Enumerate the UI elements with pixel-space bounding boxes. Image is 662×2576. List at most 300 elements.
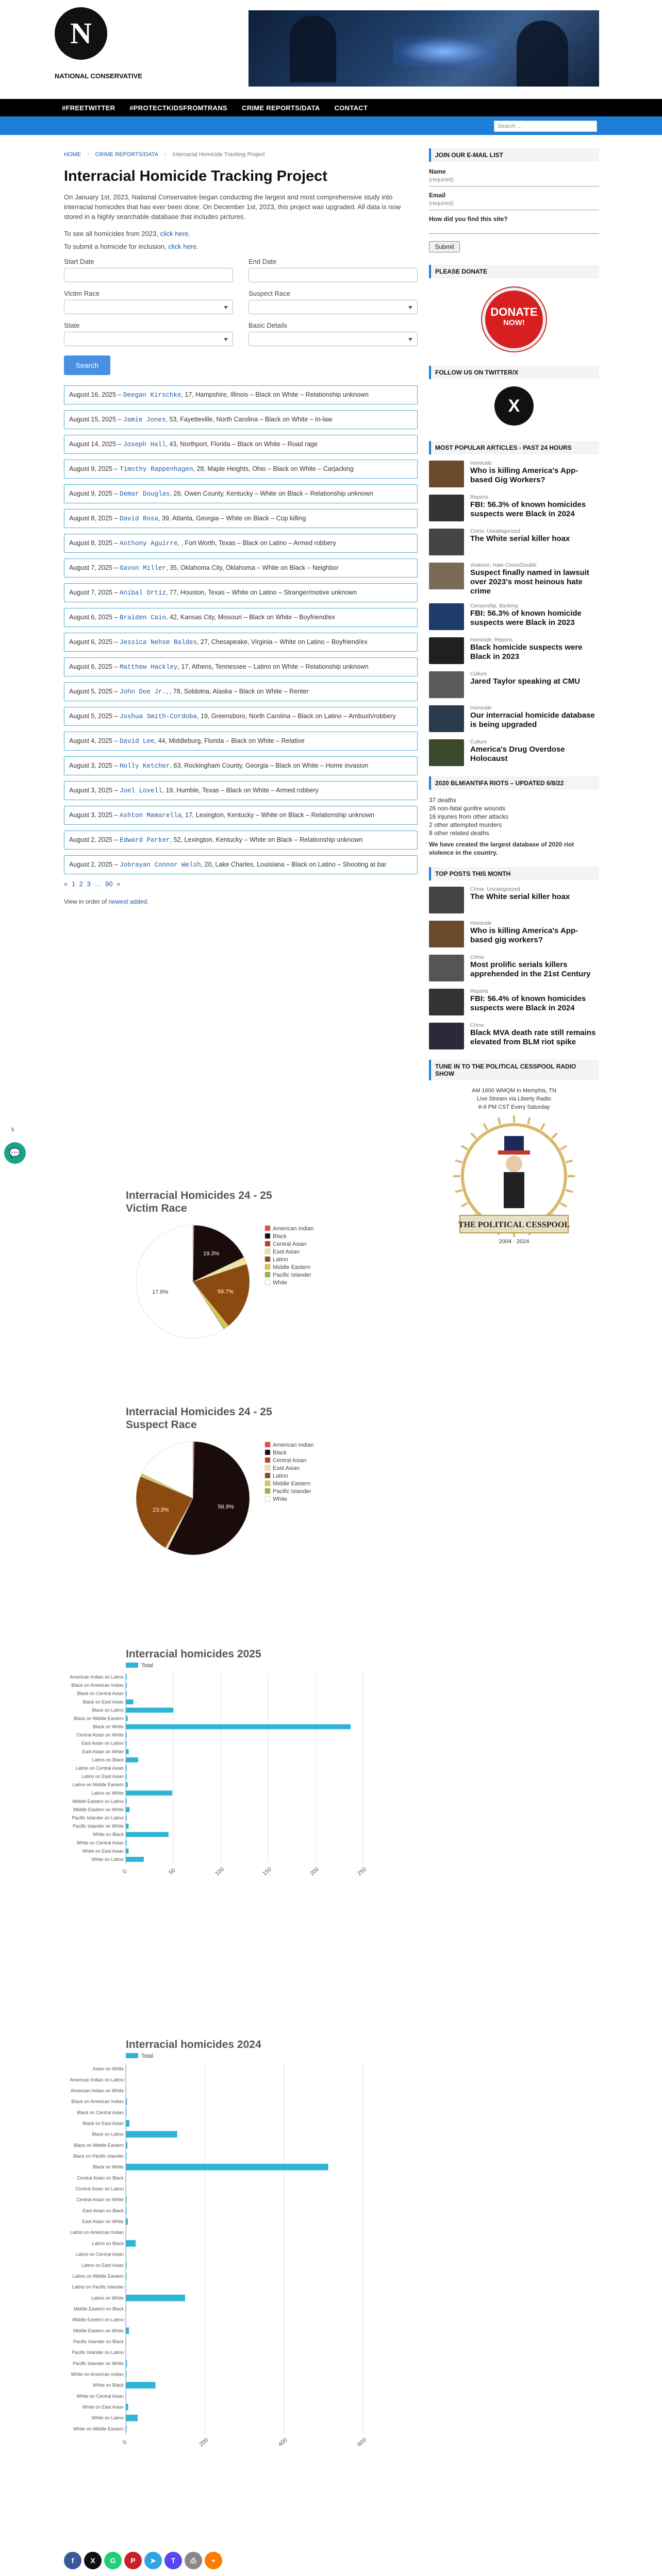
result-victim-link[interactable]: Jessica Nehse Baldes xyxy=(120,639,197,646)
article-category[interactable]: Reports xyxy=(470,989,489,994)
article-title[interactable]: Most prolific serials killers apprehended in the 21st Century xyxy=(470,960,591,978)
legend-label: Total xyxy=(141,2053,154,2059)
view-all-text: View in order of xyxy=(64,898,107,905)
article-item[interactable] xyxy=(429,461,599,487)
result-row[interactable] xyxy=(64,583,418,602)
logo-body xyxy=(504,1172,524,1208)
y-category-label: Black on White xyxy=(92,2164,124,2170)
result-victim-link[interactable]: Jamie Jones xyxy=(123,416,166,423)
follow-header: FOLLOW US ON TWITTER/X xyxy=(429,366,599,379)
legend-label: Black xyxy=(273,1450,287,1456)
victim-race-select[interactable] xyxy=(64,300,233,314)
legend-swatch xyxy=(265,1233,270,1239)
article-title[interactable]: Our interracial homicide database is being upgraded xyxy=(470,711,595,729)
logo-banner-text: THE POLITICAL CESSPOOL xyxy=(458,1221,570,1229)
result-row[interactable] xyxy=(64,534,418,553)
article-category[interactable]: Homicide xyxy=(470,921,492,926)
logo-ray xyxy=(560,1146,567,1149)
article-item[interactable] xyxy=(429,671,599,698)
legend-swatch xyxy=(265,1473,270,1478)
telegram-icon[interactable]: ➤ xyxy=(144,2552,162,2569)
email-label: Email xyxy=(429,192,446,199)
result-date: August 2, 2025 xyxy=(69,861,113,868)
search-button[interactable]: Search xyxy=(64,355,110,375)
article-category[interactable]: Reports xyxy=(470,495,489,500)
search-bar xyxy=(0,116,662,135)
article-item[interactable] xyxy=(429,1023,599,1049)
y-category-label: Pacific Islander on Latino xyxy=(72,2350,124,2355)
search-input[interactable]: Search ... xyxy=(494,121,597,132)
article-item[interactable] xyxy=(429,529,599,555)
bar xyxy=(126,1832,169,1837)
result-sep: – xyxy=(112,614,120,621)
result-details: , 77, Houston, Texas – White on Latino – Stranger/motive unknown xyxy=(166,589,357,596)
x-tick-label: 100 xyxy=(214,1866,225,1877)
nav-item[interactable]: #PROTECTKIDSFROMTRANS xyxy=(129,104,228,112)
legend-label: White xyxy=(273,1280,288,1286)
suspect-race-chart xyxy=(64,1405,418,1591)
article-thumbnail[interactable] xyxy=(429,739,464,766)
y-category-label: White on Latino xyxy=(91,2415,124,2421)
result-row[interactable] xyxy=(64,831,418,850)
y-category-label: Black on American Indian xyxy=(71,1683,124,1688)
result-victim-link[interactable]: Timothy Rappenhagen xyxy=(120,466,193,473)
article-text xyxy=(470,563,599,596)
legend-swatch xyxy=(265,1249,270,1254)
article-title[interactable]: Jared Taylor speaking at CMU xyxy=(470,677,581,686)
blm-stats xyxy=(429,796,599,837)
article-item[interactable] xyxy=(429,887,599,913)
result-row[interactable] xyxy=(64,558,418,578)
suspect-race-select[interactable] xyxy=(249,300,418,314)
name-input[interactable]: (required) xyxy=(429,175,599,187)
result-victim-link[interactable]: Demar Douglas xyxy=(120,490,170,498)
add-icon[interactable]: + xyxy=(205,2552,222,2569)
article-thumbnail[interactable] xyxy=(429,887,464,913)
chat-widget-icon[interactable]: 💬 xyxy=(4,1142,26,1164)
result-victim-link[interactable]: Anibal Ortiz xyxy=(120,589,167,597)
result-row[interactable] xyxy=(64,806,418,825)
y-category-label: White on Latino xyxy=(91,1856,124,1862)
result-details: , 28, Maple Heights, Ohio – Black on White – Carjacking xyxy=(193,465,354,472)
legend-label: American Indian xyxy=(273,1442,314,1448)
result-victim-link[interactable]: Deegan Kirschke xyxy=(123,392,181,399)
y-category-label: White on Middle Eastern xyxy=(73,2426,124,2432)
legend-label: Central Asian xyxy=(273,1458,307,1464)
result-victim-link[interactable]: Matthew Hackley xyxy=(120,664,178,671)
bar xyxy=(126,2404,128,2411)
see-all-link[interactable]: click here. xyxy=(160,230,190,238)
article-thumbnail[interactable] xyxy=(429,637,464,664)
article-thumbnail[interactable] xyxy=(429,1023,464,1049)
article-title[interactable]: FBI: 56.3% of known homicide suspects were Black in 2023 xyxy=(470,609,582,627)
submit-line xyxy=(64,242,418,251)
bar xyxy=(126,2218,128,2225)
bar xyxy=(126,1849,129,1854)
result-sep: – xyxy=(116,416,123,423)
result-victim-link[interactable]: Joel Lovell xyxy=(120,787,162,794)
result-date: August 7, 2025 xyxy=(69,564,113,571)
logo-ray xyxy=(566,1190,573,1192)
y-category-label: Pacific Islander on White xyxy=(72,2361,124,2366)
result-date: August 3, 2025 xyxy=(69,762,113,769)
result-row[interactable] xyxy=(64,385,418,404)
breadcrumb-home[interactable]: HOME xyxy=(64,151,81,158)
logo-ray xyxy=(461,1146,468,1149)
article-item[interactable] xyxy=(429,563,599,596)
subscribe-submit-button[interactable]: Submit xyxy=(429,241,460,252)
email-input[interactable]: (required) xyxy=(429,199,599,210)
legend-label: White xyxy=(273,1496,288,1502)
result-details: , , 78, Soldotna, Alaska – Black on White – Renter xyxy=(166,688,309,695)
result-date: August 5, 2025 xyxy=(69,688,113,695)
y-category-label: Pacific Islander on Black xyxy=(73,2339,124,2344)
gab-icon[interactable]: G xyxy=(104,2552,122,2569)
share-buttons xyxy=(64,2552,222,2569)
bar xyxy=(126,2131,177,2138)
result-details: , 19, Greensboro, North Carolina – Black on Latino – Ambush/robbery xyxy=(197,713,396,720)
print-icon[interactable]: ⎙ xyxy=(185,2552,202,2569)
y-category-label: Black on White xyxy=(92,1724,124,1730)
homicides-2025-chart xyxy=(64,1648,418,1885)
y-category-label: White on Black xyxy=(92,1832,124,1837)
article-category[interactable]: Violence, Hate Crime/Double xyxy=(470,563,537,568)
legend-swatch xyxy=(265,1450,270,1455)
result-victim-link[interactable]: John Doe Jr. xyxy=(120,688,167,696)
breadcrumb-separator: › xyxy=(164,151,167,158)
end-date-input[interactable] xyxy=(249,268,418,282)
view-all-line xyxy=(64,898,418,905)
y-category-label: Latino on East Asian xyxy=(81,2262,124,2268)
article-category[interactable]: Homicide, Reports xyxy=(470,637,513,643)
article-text xyxy=(470,705,599,730)
logo-hat xyxy=(504,1136,524,1151)
result-date: August 14, 2025 xyxy=(69,440,117,448)
result-details: , 17, Lexington, Kentucky – White on Black – Relationship unknown xyxy=(181,811,374,819)
logo-ray xyxy=(471,1133,476,1139)
page-title: Interracial Homicide Tracking Project xyxy=(64,168,327,184)
logo-ray xyxy=(498,1117,500,1125)
result-sep: – xyxy=(112,688,120,695)
result-sep: – xyxy=(112,861,120,868)
y-category-label: East Asian on Black xyxy=(82,2208,124,2213)
y-category-label: Asian on White xyxy=(92,2066,124,2072)
legend-label: Black xyxy=(273,1233,287,1240)
bar xyxy=(126,2382,156,2388)
article-text xyxy=(470,495,599,519)
article-text xyxy=(470,989,599,1013)
y-category-label: White on Central Asian xyxy=(76,2393,124,2399)
result-row[interactable] xyxy=(64,435,418,454)
result-date: August 3, 2025 xyxy=(69,811,113,819)
article-item[interactable] xyxy=(429,739,599,766)
state-select[interactable] xyxy=(64,332,233,346)
nav-item[interactable]: CONTACT xyxy=(334,104,368,112)
y-category-label: American Indian on Latino xyxy=(70,1674,124,1680)
result-row[interactable] xyxy=(64,657,418,676)
y-category-label: White on American Indian xyxy=(71,2371,124,2377)
result-details: , 42, Kansas City, Missouri – Black on White – Boyfriend/ex xyxy=(166,614,335,621)
y-category-label: Latino on Central Asian xyxy=(75,1766,124,1771)
result-sep: – xyxy=(112,713,120,720)
y-category-label: Central Asian on White xyxy=(76,1732,124,1738)
article-item[interactable] xyxy=(429,603,599,630)
article-title[interactable]: FBI: 56.4% of known homicides suspects were Black in 2024 xyxy=(470,994,586,1012)
result-sep: – xyxy=(112,762,120,769)
intro-text: On January 1st, 2023, National Conservative began conducting the largest and most comprehensive study into interracial homicides that has ever been done. On December 1st, 2023, this project was upgraded. All data is now stored in a highly searchable database that includes pictures. xyxy=(64,193,401,221)
article-title[interactable]: FBI: 56.3% of known homicides suspects were Black in 2024 xyxy=(470,500,586,518)
article-category[interactable]: Crime, Uncategorized xyxy=(470,887,520,892)
result-row[interactable] xyxy=(64,781,418,800)
article-category[interactable]: Homicide xyxy=(470,705,492,711)
article-text xyxy=(470,529,570,544)
result-details: , 27, Chesapeake, Virginia – White on Latino – Boyfriend/ex xyxy=(197,638,368,646)
result-victim-link[interactable]: Edward Parker xyxy=(120,837,170,844)
result-row[interactable] xyxy=(64,707,418,726)
article-item[interactable] xyxy=(429,495,599,521)
y-category-label: White on East Asian xyxy=(82,2404,124,2410)
result-date: August 16, 2025 xyxy=(69,391,117,398)
nav-item[interactable]: #FREETWITTER xyxy=(62,104,115,112)
victim-race-chart xyxy=(64,1189,418,1364)
article-title[interactable]: Who is killing America's App-based gig workers? xyxy=(470,926,578,944)
result-date: August 7, 2025 xyxy=(69,589,113,596)
article-item[interactable] xyxy=(429,705,599,732)
result-sep: – xyxy=(112,490,120,497)
result-details: , 20, Lake Charles, Louisiana – Black on Latino – Shooting at bar xyxy=(201,861,387,868)
bar-chart-svg xyxy=(64,2051,418,2453)
x-tick-label: 200 xyxy=(198,2437,210,2448)
logo-ray xyxy=(541,1124,544,1130)
bar xyxy=(126,2240,136,2247)
results-list xyxy=(64,385,418,874)
donate-button[interactable] xyxy=(482,287,546,351)
chart-title: Interracial Homicides 24 - 25 Suspect Race xyxy=(126,1406,272,1431)
y-category-label: East Asian on White xyxy=(82,1749,124,1754)
nav-item[interactable]: CRIME REPORTS/DATA xyxy=(242,104,320,112)
result-victim-link[interactable]: Joshua Smith-Cordoba xyxy=(120,713,197,720)
article-category[interactable]: Culture xyxy=(470,671,487,677)
article-category[interactable]: Crime, Uncategorized xyxy=(470,529,520,534)
article-thumbnail[interactable] xyxy=(429,603,464,630)
y-category-label: Central Asian on White xyxy=(76,2197,124,2202)
legend-swatch xyxy=(265,1264,270,1269)
article-thumbnail[interactable] xyxy=(429,529,464,555)
result-victim-link[interactable]: Joseph Hall xyxy=(123,441,166,448)
breadcrumb-current: Interracial Homicide Tracking Project xyxy=(172,151,265,158)
legend-label: Total xyxy=(141,1663,154,1669)
result-row[interactable] xyxy=(64,484,418,503)
submit-link[interactable]: click here. xyxy=(168,243,198,250)
x-twitter-icon[interactable]: X xyxy=(494,386,534,426)
legend-swatch xyxy=(265,1481,270,1486)
result-details: , 44, Middleburg, Florida – Black on White – Relative xyxy=(154,737,305,744)
result-victim-link[interactable]: David Rosa xyxy=(120,515,159,522)
result-victim-link[interactable]: Ashton Mamarella xyxy=(120,812,182,819)
find-site-input[interactable] xyxy=(429,223,599,234)
result-sep: – xyxy=(116,391,123,398)
site-logo[interactable]: N xyxy=(55,7,107,60)
truth-icon[interactable]: T xyxy=(164,2552,182,2569)
article-thumbnail[interactable] xyxy=(429,461,464,487)
chart-title: Interracial Homicides 24 - 25 Victim Race xyxy=(126,1190,272,1214)
x-tick-label: 250 xyxy=(356,1866,368,1877)
article-text xyxy=(470,887,570,902)
chart-title: Interracial homicides 2025 xyxy=(126,1648,261,1660)
article-thumbnail[interactable] xyxy=(429,671,464,698)
result-date: August 2, 2025 xyxy=(69,836,113,843)
bar xyxy=(126,2327,129,2334)
y-category-label: Black on Middle Eastern xyxy=(73,1716,124,1721)
y-category-label: Black on Pacific Islander xyxy=(73,2154,124,2159)
result-sep: – xyxy=(112,465,120,472)
see-all-text: To see all homicides from 2023, xyxy=(64,230,158,238)
article-text xyxy=(470,671,580,686)
y-category-label: Middle Eastern on Black xyxy=(73,2306,124,2312)
bar xyxy=(126,1699,134,1704)
article-thumbnail[interactable] xyxy=(429,989,464,1015)
pinterest-icon[interactable]: P xyxy=(124,2552,142,2569)
result-details: , 17, Hampshire, Illinois – Black on White – Relationship unknown xyxy=(181,391,369,398)
legend-label: Pacific Islander xyxy=(273,1272,311,1278)
y-category-label: American Indian on White xyxy=(70,2088,124,2093)
facebook-icon[interactable]: f xyxy=(64,2552,81,2569)
article-text xyxy=(470,1023,599,1047)
article-category[interactable]: Homicide xyxy=(470,461,492,466)
y-category-label: Black on East Asian xyxy=(82,1699,124,1705)
y-category-label: White on Black xyxy=(92,2382,124,2388)
article-thumbnail[interactable] xyxy=(429,705,464,732)
article-thumbnail[interactable] xyxy=(429,495,464,521)
basic-details-select[interactable] xyxy=(249,332,418,346)
notification-count: 5 xyxy=(11,1127,14,1133)
result-date: August 9, 2025 xyxy=(69,465,113,472)
article-thumbnail[interactable] xyxy=(429,563,464,589)
start-date-input[interactable] xyxy=(64,268,233,282)
result-date: August 15, 2025 xyxy=(69,416,117,423)
article-title[interactable]: The White serial killer hoax xyxy=(470,892,570,901)
result-victim-link[interactable]: David Lee xyxy=(120,738,155,745)
x-icon[interactable]: X xyxy=(84,2552,102,2569)
result-sep: – xyxy=(112,589,120,596)
pie-slice-label: 17.6% xyxy=(152,1289,169,1295)
article-title[interactable]: Suspect finally named in lawsuit over 2023's most heinous hate crime xyxy=(470,568,589,596)
y-category-label: Central Asian on Latino xyxy=(75,2186,124,2192)
breadcrumb xyxy=(64,148,418,161)
legend-label: Latino xyxy=(273,1257,288,1263)
article-text xyxy=(470,921,599,945)
result-row[interactable] xyxy=(64,633,418,652)
bar xyxy=(126,1757,138,1762)
article-title[interactable]: The White serial killer hoax xyxy=(470,534,570,543)
result-victim-link[interactable]: Braiden Cain xyxy=(120,614,167,621)
pie-chart-svg xyxy=(64,1431,418,1570)
legend-label: American Indian xyxy=(273,1226,314,1232)
result-details: , 63, Rockingham County, Georgia – Black on White – Home invasion xyxy=(170,762,369,769)
article-text xyxy=(470,637,599,662)
result-row[interactable] xyxy=(64,682,418,701)
result-row[interactable] xyxy=(64,855,418,874)
view-all-link[interactable]: newest added. xyxy=(108,898,149,905)
y-category-label: White on East Asian xyxy=(82,1848,124,1854)
result-details: , 43, Northport, Florida – Black on White – Road rage xyxy=(166,440,318,448)
article-category[interactable]: Crime xyxy=(470,1023,484,1028)
result-date: August 9, 2025 xyxy=(69,490,113,497)
y-category-label: Middle Eastern on White xyxy=(73,1807,124,1812)
article-title[interactable]: Who is killing America's App-based Gig Workers? xyxy=(470,466,578,484)
legend-label: Middle Eastern xyxy=(273,1481,311,1487)
result-date: August 3, 2025 xyxy=(69,787,113,794)
article-title[interactable]: Black MVA death rate still remains elevated from BLM riot spike xyxy=(470,1028,596,1046)
result-victim-link[interactable]: Anthony Aguirre xyxy=(120,540,178,547)
result-details: , 26, Owen County, Kentucky – White on Black – Relationship unknown xyxy=(170,490,373,497)
result-sep: – xyxy=(112,515,120,522)
logo-years: 2004 · 2024 xyxy=(499,1239,529,1245)
article-category[interactable]: Censorship, Banking xyxy=(470,603,518,609)
result-row[interactable] xyxy=(64,608,418,627)
result-details: , 52, Lexington, Kentucky – White on Black – Relationship unknown xyxy=(170,836,363,843)
result-date: August 8, 2025 xyxy=(69,515,113,522)
result-row[interactable] xyxy=(64,509,418,528)
radio-info xyxy=(429,1087,599,1111)
legend-label: Pacific Islander xyxy=(273,1488,311,1495)
bar xyxy=(126,2415,138,2421)
breadcrumb-section[interactable]: CRIME REPORTS/DATA xyxy=(95,151,158,158)
political-cesspool-logo[interactable] xyxy=(429,1114,599,1264)
y-category-label: Latino on Black xyxy=(92,1757,124,1762)
article-thumbnail[interactable] xyxy=(429,921,464,947)
y-category-label: Latino on American Indian xyxy=(70,2230,124,2235)
y-category-label: Pacific Islander on White xyxy=(72,1823,124,1829)
bar xyxy=(126,1782,128,1787)
result-row[interactable] xyxy=(64,732,418,751)
article-thumbnail[interactable] xyxy=(429,955,464,981)
main-nav xyxy=(0,99,662,116)
article-item[interactable] xyxy=(429,989,599,1015)
y-category-label: Latino on Central Asian xyxy=(75,2251,124,2257)
article-item[interactable] xyxy=(429,955,599,981)
bar xyxy=(126,1716,128,1721)
legend-swatch xyxy=(265,1458,270,1463)
bar xyxy=(126,2295,185,2301)
logo-hat-brim xyxy=(498,1150,530,1155)
y-category-label: White on Central Asian xyxy=(76,1840,124,1845)
legend-label: East Asian xyxy=(273,1249,300,1255)
radio-line: AM 1600 WMQM in Memphis, TN xyxy=(471,1088,557,1094)
article-item[interactable] xyxy=(429,921,599,947)
bar xyxy=(126,1857,144,1862)
result-row[interactable] xyxy=(64,460,418,479)
blm-stat: 26 non-fatal gunfire wounds xyxy=(429,805,506,812)
pagination[interactable]: « 1 2 3 … 90 » xyxy=(64,880,121,888)
result-row[interactable] xyxy=(64,410,418,429)
article-title[interactable]: America's Drug Overdose Holocaust xyxy=(470,745,565,763)
article-item[interactable] xyxy=(429,637,599,664)
result-victim-link[interactable]: Jobrayan Connor Welsh xyxy=(120,861,201,869)
result-victim-link[interactable]: Gavon Miller xyxy=(120,565,167,572)
article-title[interactable]: Black homicide suspects were Black in 2023 xyxy=(470,643,583,661)
blm-stat: 37 deaths xyxy=(429,796,456,804)
result-row[interactable] xyxy=(64,756,418,775)
result-victim-link[interactable]: Holly Ketcher xyxy=(120,762,170,770)
result-details: , 17, Athens, Tennessee – Latino on White – Relationship unknown xyxy=(177,663,369,670)
radio-line: 6-9 PM CST Every Saturday xyxy=(478,1104,550,1110)
article-category[interactable]: Crime xyxy=(470,955,484,960)
email-list-header: JOIN OUR E-MAIL LIST xyxy=(429,148,599,162)
article-category[interactable]: Culture xyxy=(470,739,487,745)
logo-ray xyxy=(484,1124,487,1130)
result-details: , 53, Fayetteville, North Carolina – Black on White – In-law xyxy=(166,416,333,423)
